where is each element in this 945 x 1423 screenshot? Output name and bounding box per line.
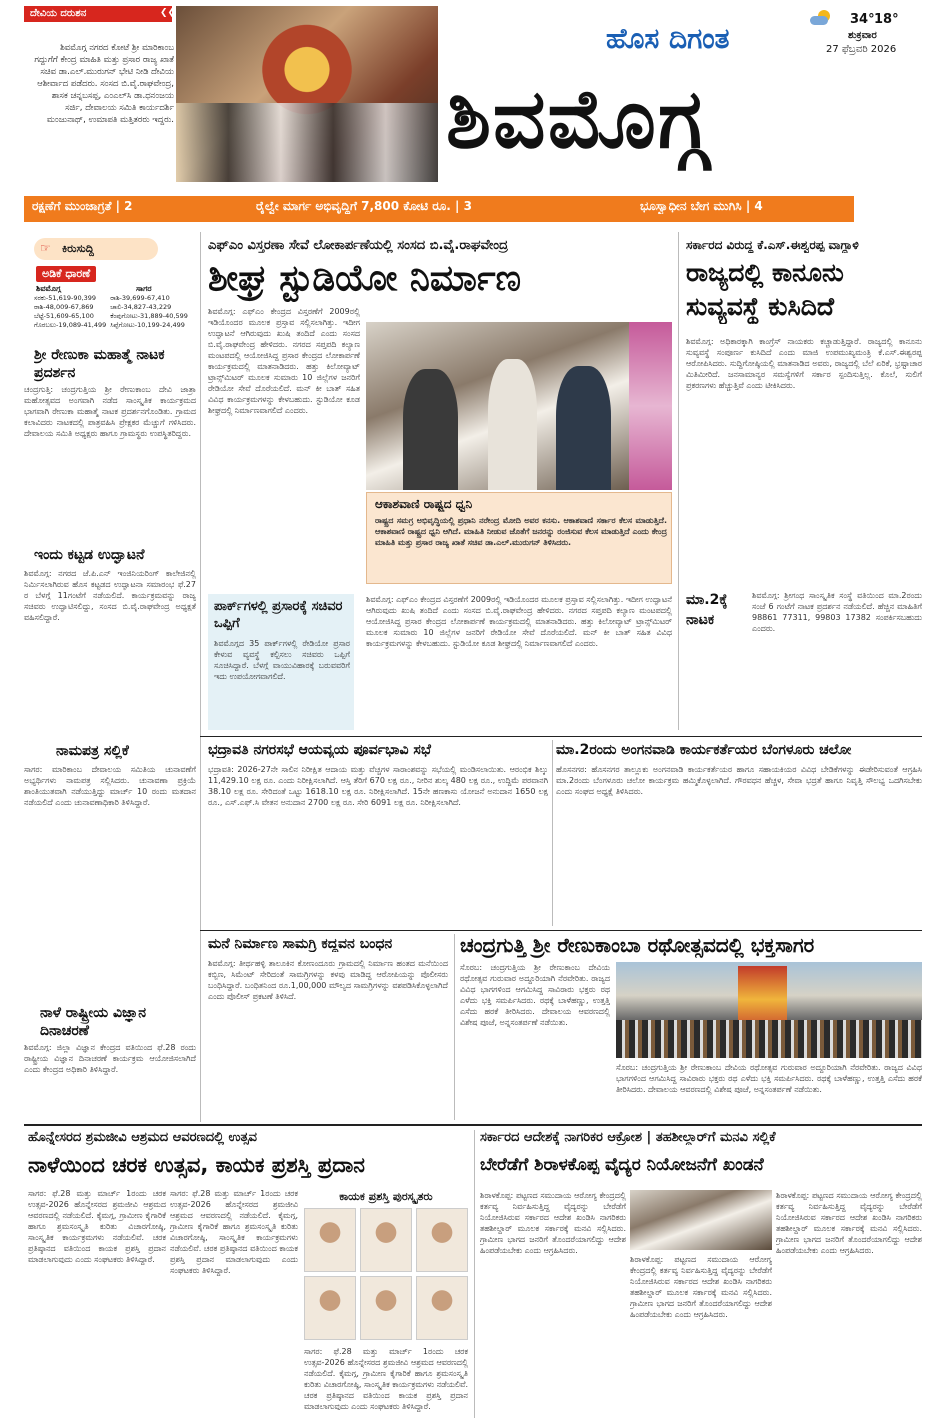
right-title: ರಾಜ್ಯದಲ್ಲಿ ಕಾನೂನು ಸುವ್ಯವಸ್ಥೆ ಕುಸಿದಿದೆ [686,258,844,321]
sidebar-body: ಚಂದ್ರಗುತ್ತಿ: ಚಂದ್ರಗುತ್ತಿಯ ಶ್ರೀ ರೇಣುಕಾಂಬ ದೇವಿ ಜಾತ್ರಾ ಮಹೋತ್ಸವದ ಅಂಗವಾಗಿ ನಡೆದ ಸಾಂಸ್ಕೃತಿಕ ಕಾರ್ಯಕ್ರಮದ ಭಾಗವಾಗಿ ರೇಣುಕಾ ಮಹಾತ್ಮೆ ನಾಟಕ ಪ್ರದರ್ಶನಗೊಂಡಿತು. ಗ್ರಾಮದ ಕಲಾವಿದರು ನಾಟಕದಲ್ಲಿ ಪಾತ್ರವಹಿಸಿ ಪ್ರೇಕ್ಷಕರ ಮೆಚ್ಚುಗೆ ಗಳಿಸಿದರು. ದೇವಾಲಯ ಸಮಿತಿ ಅಧ್ಯಕ್ಷರು ಹಾಗೂ ಗ್ರಾಮಸ್ಥರು ಉಪಸ್ಥಿತರಿದ್ದರು. [24,385,196,438]
lead-kicker: ಎಫ್‌ಎಂ ವಿಸ್ತರಣಾ ಸೇವೆ ಲೋಕಾರ್ಪಣೆಯಲ್ಲಿ ಸಂಸದ ಬಿ.ವೈ.ರಾಘವೇಂದ್ರ [208,238,508,253]
bottom-e-kicker: ಹೊನ್ನೇಸರದ ಶ್ರಮಜೀವಿ ಆಶ್ರಮದ ಆವರಣದಲ್ಲಿ ಉತ್ಸವ [28,1130,258,1145]
bottom-f-body: ಶಿರಾಳಕೊಪ್ಪ: ಪಟ್ಟಣದ ಸಮುದಾಯ ಆರೋಗ್ಯ ಕೇಂದ್ರದಲ್ಲಿ ಕರ್ತವ್ಯ ನಿರ್ವಹಿಸುತ್ತಿದ್ದ ವೈದ್ಯರನ್ನು ಬೇರೆಡೆಗೆ ನಿಯೋಜಿಸಿರುವ ಸರ್ಕಾರದ ಆದೇಶ ಖಂಡಿಸಿ ನಾಗರಿಕರು ತಹಶೀಲ್ದಾರ್ ಮೂಲಕ ಸರ್ಕಾರಕ್ಕೆ ಮನವಿ ಸಲ್ಲಿಸಿದರು. ಗ್ರಾಮೀಣ ಭಾಗದ ಜನರಿಗೆ ತೊಂದರೆಯಾಗಲಿದ್ದು ಆದೇಶ ಹಿಂಪಡೆಯಬೇಕು ಎಂದು ಆಗ್ರಹಿಸಿದರು. [480,1191,626,1255]
bottom-e-body: ಸಾಗರ: ಫೆ.28 ಮತ್ತು ಮಾರ್ಚ್ 1ರಂದು ಚರಕ ಉತ್ಸವ-2026 ಹೊನ್ನೇಸರದ ಶ್ರಮಜೀವಿ ಆಶ್ರಮದ ಆವರಣದಲ್ಲಿ ನಡೆಯಲಿದೆ. ಕೈಮಗ್ಗ, ಗ್ರಾಮೀಣ ಕೈಗಾರಿಕೆ ಹಾಗೂ ಶ್ರಮಸಂಸ್ಕೃತಿ ಕುರಿತು ವಿಚಾರಗೋಷ್ಠಿ, ಸಾಂಸ್ಕೃತಿಕ ಕಾರ್ಯಕ್ರಮಗಳು ನಡೆಯಲಿವೆ. ಚರಕ ಪ್ರತಿಷ್ಠಾನದ ವತಿಯಿಂದ ಕಾಯಕ ಪ್ರಶಸ್ತಿ ಪ್ರದಾನ ಮಾಡಲಾಗುವುದು ಎಂದು ಸಂಘಟಕರು ತಿಳಿಸಿದ್ದಾರೆ. [28,1189,166,1264]
sidebar-headline: ನಾಮಪತ್ರ ಸಲ್ಲಿಕೆ [56,743,129,759]
devotional-photo [176,6,438,182]
award-label: ಕಾಯಕ ಪ್ರಶಸ್ತಿ ಪುರಸ್ಕೃತರು [339,1190,433,1203]
devotional-box [24,6,174,182]
awardee-portrait [360,1276,412,1340]
hand-icon: ☞ [40,241,51,255]
award-caption: ಸಾಗರ: ಫೆ.28 ಮತ್ತು ಮಾರ್ಚ್ 1ರಂದು ಚರಕ ಉತ್ಸವ-2026 ಹೊನ್ನೇಸರದ ಶ್ರಮಜೀವಿ ಆಶ್ರಮದ ಆವರಣದಲ್ಲಿ ನಡೆಯಲಿದೆ. ಕೈಮಗ್ಗ, ಗ್ರಾಮೀಣ ಕೈಗಾರಿಕೆ ಹಾಗೂ ಶ್ರಮಸಂಸ್ಕೃತಿ ಕುರಿತು ವಿಚಾರಗೋಷ್ಠಿ, ಸಾಂಸ್ಕೃತಿಕ ಕಾರ್ಯಕ್ರಮಗಳು ನಡೆಯಲಿವೆ. ಚರಕ ಪ್ರತಿಷ್ಠಾನದ ವತಿಯಿಂದ ಕಾಯಕ ಪ್ರಶಸ್ತಿ ಪ್ರದಾನ ಮಾಡಲಾಗುವುದು ಎಂದು ಸಂಘಟಕರು ತಿಳಿಸಿದ್ದಾರೆ. [304,1347,468,1411]
bottom-f-kicker: ಸರ್ಕಾರದ ಆದೇಶಕ್ಕೆ ನಾಗರಿಕರ ಆಕ್ರೋಶ | ತಹಶೀಲ್ದಾರ್‌ಗೆ ಮನವಿ ಸಲ್ಲಿಕೆ [480,1130,776,1145]
column-rule [200,232,201,1122]
section-rule [200,736,922,737]
chevron-icon: ❮❮ [160,8,176,18]
ticker-item[interactable]: ರಕ್ಷಣೆಗೆ ಮುಂಜಾಗ್ರತೆ | 2 [32,199,133,213]
right-kicker: ಸರ್ಕಾರದ ವಿರುದ್ಧ ಕೆ.ಎಸ್.ಈಶ್ವರಪ್ಪ ವಾಗ್ದಾಳಿ [686,238,859,252]
sidebar-body: ಸಾಗರ: ಮಾರಿಕಾಂಬ ದೇವಾಲಯ ಸಮಿತಿಯ ಚುನಾವಣೆಗೆ ಅಭ್ಯರ್ಥಿಗಳು ನಾಮಪತ್ರ ಸಲ್ಲಿಸಿದರು. ಚುನಾವಣಾ ಪ್ರಕ್ರಿಯೆ ಶಾಂತಿಯುತವಾಗಿ ನಡೆಯುತ್ತಿದ್ದು ಮಾರ್ಚ್ 10 ರಂದು ಮತದಾನ ನಡೆಯಲಿದೆ ಎಂದು ಚುನಾವಣಾಧಿಕಾರಿ ತಿಳಿಸಿದ್ದಾರೆ. [24,765,196,807]
devotional-text: ಶಿವಮೊಗ್ಗ ನಗರದ ಕೋಟೆ ಶ್ರೀ ಮಾರಿಕಾಂಬ ಗದ್ದುಗೆಗೆ ಕೇಂದ್ರ ಮಾಹಿತಿ ಮತ್ತು ಪ್ರಸಾರ ರಾಜ್ಯ ಖಾತೆ ಸಚಿವ ಡಾ.ಎಲ್.ಮುರುಗನ್ ಭೇಟಿ ನೀಡಿ ದೇವಿಯ ಆಶೀರ್ವಾದ ಪಡೆದರು. ಸಂಸದ ಬಿ.ವೈ.ರಾಘವೇಂದ್ರ, ಶಾಸಕ ಚನ್ನಬಸಪ್ಪ, ಎಂಎಲ್‌ಸಿ ಡಾ.ಧನಂಜಯ ಸರ್ಜಿ, ದೇವಾಲಯ ಸಮಿತಿ ಕಾರ್ಯದರ್ಶಿ ಮಂಜುನಾಥ್, ಉಮಾಪತಿ ಮತ್ತಿತರರು ಇದ್ದರು. [34,43,174,125]
column-rule [552,740,553,926]
lower-d-body-cont: ಸೊರಬ: ಚಂದ್ರಗುತ್ತಿಯ ಶ್ರೀ ರೇಣುಕಾಂಬ ದೇವಿಯ ರಥೋತ್ಸವ ಗುರುವಾರ ಅದ್ದೂರಿಯಾಗಿ ನೆರವೇರಿತು. ರಾಜ್ಯದ ವಿವಿಧ ಭಾಗಗಳಿಂದ ಆಗಮಿಸಿದ್ದ ಸಾವಿರಾರು ಭಕ್ತರು ರಥ ಎಳೆದು ಭಕ್ತಿ ಸಮರ್ಪಿಸಿದರು. ರಥಕ್ಕೆ ಬಾಳೆಹಣ್ಣು, ಉತ್ತತ್ತಿ ಎಸೆದು ಹರಕೆ ತೀರಿಸಿದರು. ದೇವಾಲಯ ಆವರಣದಲ್ಲಿ ವಿಶೇಷ ಪೂಜೆ, ಅನ್ನಸಂತರ್ಪಣೆ ನಡೆಯಿತು. [616,1063,922,1094]
awardee-portrait [416,1276,468,1340]
bottom-e-body-cont: ಸಾಗರ: ಫೆ.28 ಮತ್ತು ಮಾರ್ಚ್ 1ರಂದು ಚರಕ ಉತ್ಸವ-2026 ಹೊನ್ನೇಸರದ ಶ್ರಮಜೀವಿ ಆಶ್ರಮದ ಆವರಣದಲ್ಲಿ ನಡೆಯಲಿದೆ. ಕೈಮಗ್ಗ, ಗ್ರಾಮೀಣ ಕೈಗಾರಿಕೆ ಹಾಗೂ ಶ್ರಮಸಂಸ್ಕೃತಿ ಕುರಿತು ವಿಚಾರಗೋಷ್ಠಿ, ಸಾಂಸ್ಕೃತಿಕ ಕಾರ್ಯಕ್ರಮಗಳು ನಡೆಯಲಿವೆ. ಚರಕ ಪ್ರತಿಷ್ಠಾನದ ವತಿಯಿಂದ ಕಾಯಕ ಪ್ರಶಸ್ತಿ ಪ್ರದಾನ ಮಾಡಲಾಗುವುದು ಎಂದು ಸಂಘಟಕರು ತಿಳಿಸಿದ್ದಾರೆ. [170,1189,298,1275]
adike-title: ಅಡಿಕೆ ಧಾರಣೆ [36,266,96,282]
bottom-f-title: ಬೇರೆಡೆಗೆ ಶಿರಾಳಕೊಪ್ಪ ವೈದ್ಯರ ನಿಯೋಜನೆಗೆ ಖಂಡನೆ [480,1155,764,1175]
column-rule [678,232,679,730]
caption-title: ಆಕಾಶವಾಣಿ ರಾಷ್ಟ್ರದ ಧ್ವನಿ [375,497,473,511]
column-rule [474,1130,475,1418]
awardee-portrait [304,1276,356,1340]
kirusuddi-label: ಕಿರುಸುದ್ದಿ [62,242,94,255]
bottom-e-title: ನಾಳೆಯಿಂದ ಚರಕ ಉತ್ಸವ, ಕಾಯಕ ಪ್ರಶಸ್ತಿ ಪ್ರದಾನ [28,1153,365,1177]
park-box [208,594,354,730]
bottom-f-body-cont2: ಶಿರಾಳಕೊಪ್ಪ: ಪಟ್ಟಣದ ಸಮುದಾಯ ಆರೋಗ್ಯ ಕೇಂದ್ರದಲ್ಲಿ ಕರ್ತವ್ಯ ನಿರ್ವಹಿಸುತ್ತಿದ್ದ ವೈದ್ಯರನ್ನು ಬೇರೆಡೆಗೆ ನಿಯೋಜಿಸಿರುವ ಸರ್ಕಾರದ ಆದೇಶ ಖಂಡಿಸಿ ನಾಗರಿಕರು ತಹಶೀಲ್ದಾರ್ ಮೂಲಕ ಸರ್ಕಾರಕ್ಕೆ ಮನವಿ ಸಲ್ಲಿಸಿದರು. ಗ್ರಾಮೀಣ ಭಾಗದ ಜನರಿಗೆ ತೊಂದರೆಯಾಗಲಿದ್ದು ಆದೇಶ ಹಿಂಪಡೆಯಬೇಕು ಎಂದು ಆಗ್ರಹಿಸಿದರು. [776,1191,922,1255]
awardee-portrait [360,1208,412,1272]
ticker-item[interactable]: ರೈಲ್ವೇ ಮಾರ್ಗ ಅಭಿವೃದ್ಧಿಗೆ 7,800 ಕೋಟಿ ರೂ. | 3 [256,199,472,213]
adike-box [24,266,196,340]
rates-table: ಸರಕು-51,619-90,399 ರಾಶಿ-39,699-67,410 ರಾಶಿ-48,009-67,869 ಚಾಲಿ-34,827-43,229 ಬೆಟ್ಟೆ-51,609-65,100 ಕೆಂಪುಗೋಟು-31,889-40,599 ಗೊರಬಲು-19,089-41,499 ಸಿಪ್ಪೆಗೋಟು-10,199-24,499 [34,294,188,329]
market-right: ಸಾಗರ [136,284,152,293]
date: 27 ಫೆಬ್ರವರಿ 2026 [826,44,897,55]
ticker-item[interactable]: ಭೂಸ್ವಾಧೀನ ಬೇಗ ಮುಗಿಸಿ | 4 [640,199,763,213]
section-rule [24,1124,922,1126]
lower-d-body: ಸೊರಬ: ಚಂದ್ರಗುತ್ತಿಯ ಶ್ರೀ ರೇಣುಕಾಂಬ ದೇವಿಯ ರಥೋತ್ಸವ ಗುರುವಾರ ಅದ್ದೂರಿಯಾಗಿ ನೆರವೇರಿತು. ರಾಜ್ಯದ ವಿವಿಧ ಭಾಗಗಳಿಂದ ಆಗಮಿಸಿದ್ದ ಸಾವಿರಾರು ಭಕ್ತರು ರಥ ಎಳೆದು ಭಕ್ತಿ ಸಮರ್ಪಿಸಿದರು. ರಥಕ್ಕೆ ಬಾಳೆಹಣ್ಣು, ಉತ್ತತ್ತಿ ಎಸೆದು ಹರಕೆ ತೀರಿಸಿದರು. ದೇವಾಲಯ ಆವರಣದಲ್ಲಿ ವಿಶೇಷ ಪೂಜೆ, ಅನ್ನಸಂತರ್ಪಣೆ ನಡೆಯಿತು. [460,963,610,1027]
lower-d-title: ಚಂದ್ರಗುತ್ತಿ ಶ್ರೀ ರೇಣುಕಾಂಬಾ ರಥೋತ್ಸವದಲ್ಲಿ ಭಕ್ತಸಾಗರ [460,933,815,957]
sidebar-headline: ಶ್ರೀ ರೇಣುಕಾ ಮಹಾತ್ಮೆ ನಾಟಕ ಪ್ರದರ್ಶನ [34,347,165,381]
mid-a-body: ಭದ್ರಾವತಿ: 2026-27ನೇ ಸಾಲಿನ ನಿರೀಕ್ಷಿತ ಆದಾಯ ಮತ್ತು ವೆಚ್ಚಗಳ ಸಾರಾಂಶವನ್ನು ಸಭೆಯಲ್ಲಿ ಮಂಡಿಸಲಾಯಿತು. ಆರಂಭಿಕ ಶಿಲ್ಕು 11,429.10 ಲಕ್ಷ ರೂ. ಎಂದು ನಿರೀಕ್ಷಿಸಲಾಗಿದೆ. ಆಸ್ತಿ ತೆರಿಗೆ 670 ಲಕ್ಷ ರೂ., ನೀರಿನ ಶುಲ್ಕ 480 ಲಕ್ಷ ರೂ., ಉದ್ದಿಮೆ ಪರವಾನಗಿ 38.10 ಲಕ್ಷ ರೂ. ಸೇರಿದಂತೆ ಒಟ್ಟು 1618.10 ಲಕ್ಷ ರೂ. ನಿರೀಕ್ಷಿಸಲಾಗಿದೆ. 15ನೇ ಹಣಕಾಸು ಯೋಜನೆ ಅನುದಾನ 1650 ಲಕ್ಷ ರೂ., ಎಸ್.ಎಫ್.ಸಿ ವೇತನ ಅನುದಾನ 2700 ಲಕ್ಷ ರೂ. ಸೇರಿ 6091 ಲಕ್ಷ ರೂ. ನಿರೀಕ್ಷಿಸಲಾಗಿದೆ. [208,765,548,807]
section-rule [200,930,922,931]
lead-title: ಶೀಘ್ರ ಸ್ಟುಡಿಯೋ ನಿರ್ಮಾಣ [208,258,521,299]
devotional-label: ದೇವಿಯ ದರುಶನ [24,6,172,22]
caption-body: ರಾಷ್ಟ್ರದ ಸಮಗ್ರ ಅಭಿವೃದ್ಧಿಯಲ್ಲಿ ಪ್ರಧಾನಿ ನರೇಂದ್ರ ಮೋದಿ ಅವರ ಕನಸು. ಆಕಾಶವಾಣಿ ಸರ್ಕಾರ ಕೆಲಸ ಮಾಡುತ್ತಿದೆ. ಆಕಾಶವಾಣಿ ರಾಷ್ಟ್ರದ ಧ್ವನಿ ಆಗಿದೆ. ಮಾಹಿತಿ ನೀಡುವ ಜೊತೆಗೆ ಜನರನ್ನು ರಂಜಿಸುವ ಕೆಲಸ ಮಾಡುತ್ತಿದೆ ಎಂದು ಕೇಂದ್ರ ಮಾಹಿತಿ ಮತ್ತು ಪ್ರಸಾರ ರಾಜ್ಯ ಖಾತೆ ಸಚಿವ ಡಾ.ಎಲ್.ಮುರುಗನ್ ತಿಳಿಸಿದರು. [375,516,667,547]
right-sub-title: ಮಾ.2ಕ್ಕೆ ನಾಟಕ [686,592,728,628]
lead-body-cont: ಶಿವಮೊಗ್ಗ: ಎಫ್‌ಎಂ ಕೇಂದ್ರದ ವಿಸ್ತರಣೆಗೆ 2009ರಲ್ಲಿ ಇಡಿಯೊಂದರ ಮೂಲಕ ಪ್ರಸ್ತಾವ ಸಲ್ಲಿಸಲಾಗಿತ್ತು. ಇದೀಗ ಉದ್ಘಾಟನೆ ಆಗಿರುವುದು ಖುಷಿ ತಂದಿದೆ ಎಂದು ಸಂಸದ ಬಿ.ವೈ.ರಾಘವೇಂದ್ರ ಹೇಳಿದರು. ನಗರದ ಸಪ್ತಪದಿ ಕಲ್ಯಾಣ ಮಂಟಪದಲ್ಲಿ ಆಯೋಜಿಸಿದ್ದ ಪ್ರಸಾರ ಕೇಂದ್ರದ ಲೋಕಾರ್ಪಣೆ ಕಾರ್ಯಕ್ರಮದಲ್ಲಿ ಮಾತನಾಡಿದರು. ಹತ್ತು ಕಿಲೋವ್ಯಾಟ್ ಟ್ರಾನ್ಸ್‌ಮಿಟರ್ ಮೂಲಕ ಸುಮಾರು 10 ಜಿಲ್ಲೆಗಳ ಜನರಿಗೆ ರೇಡಿಯೋ ಸೇವೆ ದೊರೆಯಲಿದೆ. ಮನ್ ಕೀ ಬಾತ್ ಸಹಿತ ವಿವಿಧ ಕಾರ್ಯಕ್ರಮಗಳನ್ನು ಕೇಳಬಹುದು. ಸ್ಟುಡಿಯೋ ಕೂಡ ಶೀಘ್ರದಲ್ಲಿ ನಿರ್ಮಾಣವಾಗಲಿದೆ ಎಂದರು. [366,595,672,648]
bottom-f-body-cont: ಶಿರಾಳಕೊಪ್ಪ: ಪಟ್ಟಣದ ಸಮುದಾಯ ಆರೋಗ್ಯ ಕೇಂದ್ರದಲ್ಲಿ ಕರ್ತವ್ಯ ನಿರ್ವಹಿಸುತ್ತಿದ್ದ ವೈದ್ಯರನ್ನು ಬೇರೆಡೆಗೆ ನಿಯೋಜಿಸಿರುವ ಸರ್ಕಾರದ ಆದೇಶ ಖಂಡಿಸಿ ನಾಗರಿಕರು ತಹಶೀಲ್ದಾರ್ ಮೂಲಕ ಸರ್ಕಾರಕ್ಕೆ ಮನವಿ ಸಲ್ಲಿಸಿದರು. ಗ್ರಾಮೀಣ ಭಾಗದ ಜನರಿಗೆ ತೊಂದರೆಯಾಗಲಿದ್ದು ಆದೇಶ ಹಿಂಪಡೆಯಬೇಕು ಎಂದು ಆಗ್ರಹಿಸಿದರು. [630,1255,772,1319]
sidebar-headline: ಇಂದು ಕಟ್ಟಡ ಉದ್ಘಾಟನೆ [34,547,145,563]
weekday: ಶುಕ್ರವಾರ [848,30,877,41]
mid-b-title: ಮಾ.2ರಂದು ಅಂಗನವಾಡಿ ಕಾರ್ಯಕರ್ತೆಯರ ಬೆಂಗಳೂರು ಚಲೋ [556,742,852,758]
awardee-portrait [304,1208,356,1272]
brand-logo: ಹೊಸ ದಿಗಂತ [606,22,730,55]
park-box-body: ಶಿವಮೊಗ್ಗದ 35 ಪಾರ್ಕ್‌ಗಳಲ್ಲಿ ರೇಡಿಯೋ ಪ್ರಸಾರ ಕೇಳುವ ವ್ಯವಸ್ಥೆ ಕಲ್ಪಿಸಲು ಸಚಿವರು ಒಪ್ಪಿಗೆ ಸೂಚಿಸಿದ್ದಾರೆ. ಬೆಳಗ್ಗೆ ವಾಯುವಿಹಾರಕ್ಕೆ ಬರುವವರಿಗೆ ಇದು ಉಪಯೋಗವಾಗಲಿದೆ. [214,639,350,681]
market-left: ಶಿವಮೊಗ್ಗ [36,284,61,293]
lead-photo [366,322,672,490]
kirusuddi-badge [34,238,158,260]
awardee-portrait [416,1208,468,1272]
right-sub-body: ಶಿವಮೊಗ್ಗ: ಶ್ರೀಗಂಧ ಸಾಂಸ್ಕೃತಿಕ ಸಂಸ್ಥೆ ವತಿಯಿಂದ ಮಾ.2ರಂದು ಸಂಜೆ 6 ಗಂಟೆಗೆ ನಾಟಕ ಪ್ರದರ್ಶನ ನಡೆಯಲಿದೆ. ಹೆಚ್ಚಿನ ಮಾಹಿತಿಗೆ 98861 77311, 99803 17382 ಸಂಪರ್ಕಿಸಬಹುದು ಎಂದರು. [752,591,922,633]
protest-photo [630,1190,772,1250]
chariot-photo [616,962,922,1058]
lower-c-body: ಶಿವಮೊಗ್ಗ: ತೀರ್ಥಹಳ್ಳಿ ತಾಲೂಕಿನ ಕೋಣಂದೂರು ಗ್ರಾಮದಲ್ಲಿ ನಿರ್ಮಾಣ ಹಂತದ ಮನೆಯಿಂದ ಕಬ್ಬಿಣ, ಸಿಮೆಂಟ್ ಸೇರಿದಂತೆ ಸಾಮಗ್ರಿಗಳನ್ನು ಕಳವು ಮಾಡಿದ್ದ ಆರೋಪಿಯನ್ನು ಪೊಲೀಸರು ಬಂಧಿಸಿದ್ದಾರೆ. ಬಂಧಿತನಿಂದ ರೂ.1,00,000 ಮೌಲ್ಯದ ಸಾಮಗ್ರಿಗಳನ್ನು ವಶಪಡಿಸಿಕೊಳ್ಳಲಾಗಿದೆ ಎಂದು ಪೊಲೀಸ್ ಪ್ರಕಟಣೆ ತಿಳಿಸಿದೆ. [208,959,448,1001]
lead-body: ಶಿವಮೊಗ್ಗ: ಎಫ್‌ಎಂ ಕೇಂದ್ರದ ವಿಸ್ತರಣೆಗೆ 2009ರಲ್ಲಿ ಇಡಿಯೊಂದರ ಮೂಲಕ ಪ್ರಸ್ತಾವ ಸಲ್ಲಿಸಲಾಗಿತ್ತು. ಇದೀಗ ಉದ್ಘಾಟನೆ ಆಗಿರುವುದು ಖುಷಿ ತಂದಿದೆ ಎಂದು ಸಂಸದ ಬಿ.ವೈ.ರಾಘವೇಂದ್ರ ಹೇಳಿದರು. ನಗರದ ಸಪ್ತಪದಿ ಕಲ್ಯಾಣ ಮಂಟಪದಲ್ಲಿ ಆಯೋಜಿಸಿದ್ದ ಪ್ರಸಾರ ಕೇಂದ್ರದ ಲೋಕಾರ್ಪಣೆ ಕಾರ್ಯಕ್ರಮದಲ್ಲಿ ಮಾತನಾಡಿದರು. ಹತ್ತು ಕಿಲೋವ್ಯಾಟ್ ಟ್ರಾನ್ಸ್‌ಮಿಟರ್ ಮೂಲಕ ಸುಮಾರು 10 ಜಿಲ್ಲೆಗಳ ಜನರಿಗೆ ರೇಡಿಯೋ ಸೇವೆ ದೊರೆಯಲಿದೆ. ಮನ್ ಕೀ ಬಾತ್ ಸಹಿತ ವಿವಿಧ ಕಾರ್ಯಕ್ರಮಗಳನ್ನು ಕೇಳಬಹುದು. ಸ್ಟುಡಿಯೋ ಕೂಡ ಶೀಘ್ರದಲ್ಲಿ ನಿರ್ಮಾಣವಾಗಲಿದೆ ಎಂದರು. [208,307,360,415]
sidebar-headline: ನಾಳೆ ರಾಷ್ಟ್ರೀಯ ವಿಜ್ಞಾನ ದಿನಾಚರಣೆ [40,1005,147,1039]
right-body: ಶಿವಮೊಗ್ಗ: ಅಧಿಕಾರಕ್ಕಾಗಿ ಕಾಂಗ್ರೆಸ್ ನಾಯಕರು ಕಚ್ಚಾಡುತ್ತಿದ್ದಾರೆ. ರಾಜ್ಯದಲ್ಲಿ ಕಾನೂನು ಸುವ್ಯವಸ್ಥೆ ಸಂಪೂರ್ಣ ಕುಸಿದಿದೆ ಎಂದು ಮಾಜಿ ಉಪಮುಖ್ಯಮಂತ್ರಿ ಕೆ.ಎಸ್.ಈಶ್ವರಪ್ಪ ಆರೋಪಿಸಿದರು. ಸುದ್ದಿಗೋಷ್ಠಿಯಲ್ಲಿ ಮಾತನಾಡಿದ ಅವರು, ರಾಜ್ಯದಲ್ಲಿ ಬೆಲೆ ಏರಿಕೆ, ಭ್ರಷ್ಟಾಚಾರ ಮಿತಿಮೀರಿದೆ. ಜನಸಾಮಾನ್ಯರ ಸಮಸ್ಯೆಗಳಿಗೆ ಸರ್ಕಾರ ಸ್ಪಂದಿಸುತ್ತಿಲ್ಲ. ಕೊಲೆ, ಸುಲಿಗೆ ಪ್ರಕರಣಗಳು ಹೆಚ್ಚುತ್ತಿವೆ ಎಂದು ಟೀಕಿಸಿದರು. [686,337,922,390]
park-box-title: ಪಾರ್ಕ್‌ಗಳಲ್ಲಿ ಪ್ರಸಾರಕ್ಕೆ ಸಚಿವರ ಒಪ್ಪಿಗೆ [214,599,343,631]
sidebar-body: ಶಿವಮೊಗ್ಗ: ಜಿಲ್ಲಾ ವಿಜ್ಞಾನ ಕೇಂದ್ರದ ವತಿಯಿಂದ ಫೆ.28 ರಂದು ರಾಷ್ಟ್ರೀಯ ವಿಜ್ಞಾನ ದಿನಾಚರಣೆ ಕಾರ್ಯಕ್ರಮ ಆಯೋಜಿಸಲಾಗಿದೆ ಎಂದು ಕೇಂದ್ರದ ಅಧಿಕಾರಿ ತಿಳಿಸಿದ್ದಾರೆ. [24,1043,196,1074]
lead-caption-box [366,492,672,584]
temp-low: 18° [874,12,899,27]
column-rule [454,934,455,1120]
mid-b-body: ಹೊಸನಗರ: ಹೊಸನಗರ ತಾಲ್ಲೂಕು ಅಂಗನವಾಡಿ ಕಾರ್ಯಕರ್ತೆಯರ ಹಾಗೂ ಸಹಾಯಕಿಯರ ವಿವಿಧ ಬೇಡಿಕೆಗಳನ್ನು ಈಡೇರಿಸುವಂತೆ ಆಗ್ರಹಿಸಿ ಮಾ.2ರಂದು ಬೆಂಗಳೂರು ಚಲೋ ಕಾರ್ಯಕ್ರಮ ಹಮ್ಮಿಕೊಳ್ಳಲಾಗಿದೆ. ಗೌರವಧನ ಹೆಚ್ಚಳ, ಸೇವಾ ಭದ್ರತೆ ಹಾಗೂ ನಿವೃತ್ತಿ ಸೌಲಭ್ಯ ಒದಗಿಸಬೇಕು ಎಂದು ಸಂಘದ ಅಧ್ಯಕ್ಷೆ ತಿಳಿಸಿದರು. [556,765,922,796]
city-title: ಶಿವಮೊಗ್ಗ [446,72,709,167]
sun-cloud-icon [810,10,832,26]
lower-c-title: ಮನೆ ನಿರ್ಮಾಣ ಸಾಮಗ್ರಿ ಕದ್ದವನ ಬಂಧನ [208,936,393,952]
sidebar-body: ಶಿವಮೊಗ್ಗ: ನಗರದ ಜೆ.ಪಿ.ಎನ್ ಇಂಜಿನಿಯರಿಂಗ್ ಕಾಲೇಜಿನಲ್ಲಿ ನಿರ್ಮಿಸಲಾಗಿರುವ ಹೊಸ ಕಟ್ಟಡದ ಉದ್ಘಾಟನಾ ಸಮಾರಂಭ ಫೆ.27 ರ ಬೆಳಗ್ಗೆ 11ಗಂಟೆಗೆ ನಡೆಯಲಿದೆ. ಕಾರ್ಯಕ್ರಮವನ್ನು ರಾಜ್ಯ ಸಚಿವರು ಉದ್ಘಾಟಿಸಲಿದ್ದು, ಸಂಸದ ಬಿ.ವೈ.ರಾಘವೇಂದ್ರ ಅಧ್ಯಕ್ಷತೆ ವಹಿಸಲಿದ್ದಾರೆ. [24,569,196,622]
temp-high: 34° [850,12,875,27]
mid-a-title: ಭದ್ರಾವತಿ ನಗರಸಭೆ ಆಯವ್ಯಯ ಪೂರ್ವಭಾವಿ ಸಭೆ [208,742,431,758]
